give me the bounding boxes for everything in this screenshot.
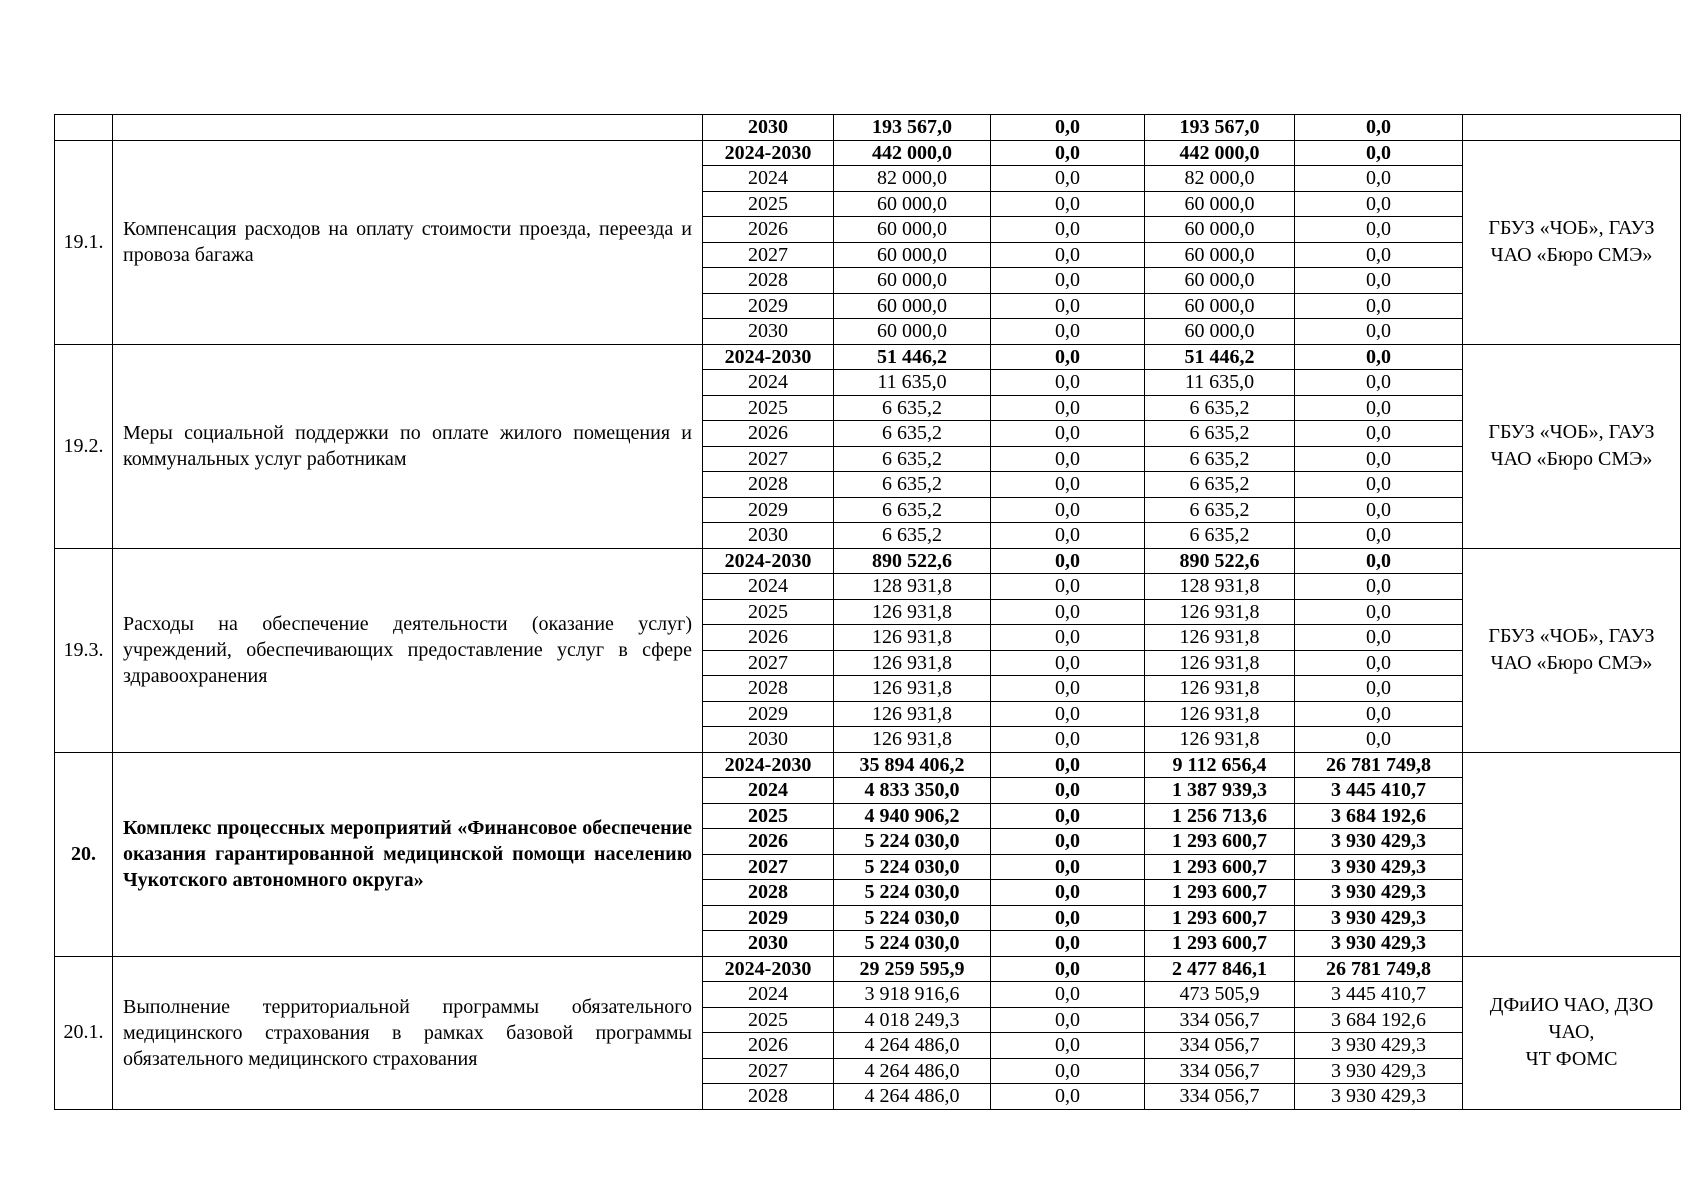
regional-budget-cell: 60 000,0 [1145,242,1295,268]
total-cell: 126 931,8 [834,727,991,753]
total-cell: 126 931,8 [834,701,991,727]
federal-budget-cell: 0,0 [991,956,1145,982]
other-sources-cell: 3 930 429,3 [1295,1033,1463,1059]
year-cell: 2026 [703,217,834,243]
year-cell: 2028 [703,676,834,702]
year-cell: 2030 [703,319,834,345]
year-cell: 2025 [703,191,834,217]
other-sources-cell: 0,0 [1295,446,1463,472]
federal-budget-cell: 0,0 [991,1033,1145,1059]
year-cell: 2024-2030 [703,140,834,166]
regional-budget-cell: 1 293 600,7 [1145,880,1295,906]
regional-budget-cell: 126 931,8 [1145,650,1295,676]
row-number-cell: 19.3. [55,548,113,752]
activity-name-cell: Расходы на обеспечение деятельности (оказание услуг) учреждений, обеспечивающих предоставление услуг в сфере здравоохранения [113,548,703,752]
regional-budget-cell: 126 931,8 [1145,676,1295,702]
total-cell: 51 446,2 [834,344,991,370]
table-row [55,115,1681,141]
regional-budget-cell: 1 293 600,7 [1145,829,1295,855]
regional-budget-cell: 82 000,0 [1145,166,1295,192]
federal-budget-cell: 0,0 [991,778,1145,804]
other-sources-cell: 3 930 429,3 [1295,1084,1463,1110]
other-sources-cell: 3 684 192,6 [1295,803,1463,829]
regional-budget-cell: 6 635,2 [1145,421,1295,447]
other-sources-cell: 0,0 [1295,574,1463,600]
budget-table [54,114,1681,1110]
other-sources-cell: 26 781 749,8 [1295,752,1463,778]
year-cell: 2029 [703,497,834,523]
total-cell: 126 931,8 [834,599,991,625]
year-cell: 2030 [703,523,834,549]
federal-budget-cell: 0,0 [991,905,1145,931]
other-sources-cell: 0,0 [1295,472,1463,498]
regional-budget-cell: 11 635,0 [1145,370,1295,396]
year-cell: 2028 [703,880,834,906]
regional-budget-cell: 126 931,8 [1145,599,1295,625]
year-cell: 2027 [703,242,834,268]
regional-budget-cell: 193 567,0 [1145,115,1295,141]
executor-cell: ГБУЗ «ЧОБ», ГАУЗ ЧАО «Бюро СМЭ» [1463,344,1681,548]
table-body [55,115,1681,1110]
other-sources-cell: 0,0 [1295,242,1463,268]
other-sources-cell: 3 684 192,6 [1295,1007,1463,1033]
year-cell: 2030 [703,727,834,753]
row-number-cell: 20.1. [55,956,113,1109]
federal-budget-cell: 0,0 [991,829,1145,855]
regional-budget-cell: 60 000,0 [1145,191,1295,217]
federal-budget-cell: 0,0 [991,166,1145,192]
other-sources-cell: 0,0 [1295,701,1463,727]
other-sources-cell: 0,0 [1295,191,1463,217]
year-cell: 2026 [703,625,834,651]
other-sources-cell: 0,0 [1295,625,1463,651]
total-cell: 128 931,8 [834,574,991,600]
other-sources-cell: 0,0 [1295,319,1463,345]
regional-budget-cell: 126 931,8 [1145,625,1295,651]
regional-budget-cell: 2 477 846,1 [1145,956,1295,982]
regional-budget-cell: 126 931,8 [1145,727,1295,753]
other-sources-cell: 0,0 [1295,140,1463,166]
table-row [55,956,1681,982]
regional-budget-cell: 334 056,7 [1145,1058,1295,1084]
executor-cell [1463,752,1681,956]
executor-cell: ГБУЗ «ЧОБ», ГАУЗ ЧАО «Бюро СМЭ» [1463,548,1681,752]
other-sources-cell: 3 930 429,3 [1295,1058,1463,1084]
other-sources-cell: 0,0 [1295,599,1463,625]
federal-budget-cell: 0,0 [991,548,1145,574]
federal-budget-cell: 0,0 [991,676,1145,702]
other-sources-cell: 0,0 [1295,727,1463,753]
activity-name-cell: Комплекс процессных мероприятий «Финансовое обеспечение оказания гарантированной медицинской помощи населению Чукотского автономного округа» [113,752,703,956]
total-cell: 60 000,0 [834,293,991,319]
executor-cell: ДФиИО ЧАО, ДЗО ЧАО, ЧТ ФОМС [1463,956,1681,1109]
year-cell: 2029 [703,701,834,727]
other-sources-cell: 0,0 [1295,395,1463,421]
federal-budget-cell: 0,0 [991,701,1145,727]
total-cell: 126 931,8 [834,650,991,676]
regional-budget-cell: 334 056,7 [1145,1084,1295,1110]
other-sources-cell: 3 445 410,7 [1295,778,1463,804]
other-sources-cell: 0,0 [1295,293,1463,319]
activity-name-cell: Компенсация расходов на оплату стоимости проезда, переезда и провоза багажа [113,140,703,344]
total-cell: 82 000,0 [834,166,991,192]
executor-cell: ГБУЗ «ЧОБ», ГАУЗ ЧАО «Бюро СМЭ» [1463,140,1681,344]
year-cell: 2030 [703,931,834,957]
row-number-cell: 20. [55,752,113,956]
year-cell: 2027 [703,446,834,472]
federal-budget-cell: 0,0 [991,370,1145,396]
year-cell: 2025 [703,395,834,421]
other-sources-cell: 3 930 429,3 [1295,829,1463,855]
year-cell: 2025 [703,803,834,829]
other-sources-cell: 0,0 [1295,676,1463,702]
year-cell: 2026 [703,421,834,447]
federal-budget-cell: 0,0 [991,268,1145,294]
federal-budget-cell: 0,0 [991,446,1145,472]
other-sources-cell: 0,0 [1295,217,1463,243]
year-cell: 2024-2030 [703,548,834,574]
total-cell: 60 000,0 [834,191,991,217]
federal-budget-cell: 0,0 [991,650,1145,676]
year-cell: 2026 [703,1033,834,1059]
other-sources-cell: 0,0 [1295,370,1463,396]
year-cell: 2028 [703,1084,834,1110]
year-cell: 2024-2030 [703,956,834,982]
other-sources-cell: 0,0 [1295,268,1463,294]
total-cell: 6 635,2 [834,523,991,549]
total-cell: 5 224 030,0 [834,880,991,906]
row-number-cell: 19.2. [55,344,113,548]
other-sources-cell: 0,0 [1295,650,1463,676]
year-cell: 2024 [703,982,834,1008]
federal-budget-cell: 0,0 [991,115,1145,141]
federal-budget-cell: 0,0 [991,217,1145,243]
regional-budget-cell: 128 931,8 [1145,574,1295,600]
total-cell: 6 635,2 [834,472,991,498]
total-cell: 4 264 486,0 [834,1058,991,1084]
regional-budget-cell: 60 000,0 [1145,217,1295,243]
federal-budget-cell: 0,0 [991,625,1145,651]
total-cell: 35 894 406,2 [834,752,991,778]
year-cell: 2030 [703,115,834,141]
regional-budget-cell: 1 387 939,3 [1145,778,1295,804]
regional-budget-cell: 334 056,7 [1145,1007,1295,1033]
regional-budget-cell: 442 000,0 [1145,140,1295,166]
year-cell: 2024 [703,370,834,396]
total-cell: 5 224 030,0 [834,854,991,880]
other-sources-cell: 0,0 [1295,421,1463,447]
total-cell: 11 635,0 [834,370,991,396]
total-cell: 6 635,2 [834,395,991,421]
other-sources-cell: 0,0 [1295,523,1463,549]
table-row [55,752,1681,778]
total-cell: 4 264 486,0 [834,1084,991,1110]
table-row [55,140,1681,166]
total-cell: 890 522,6 [834,548,991,574]
year-cell: 2024 [703,574,834,600]
year-cell: 2024-2030 [703,344,834,370]
federal-budget-cell: 0,0 [991,752,1145,778]
year-cell: 2027 [703,650,834,676]
other-sources-cell: 3 930 429,3 [1295,931,1463,957]
year-cell: 2028 [703,268,834,294]
other-sources-cell: 3 930 429,3 [1295,905,1463,931]
federal-budget-cell: 0,0 [991,599,1145,625]
total-cell: 5 224 030,0 [834,931,991,957]
other-sources-cell: 0,0 [1295,115,1463,141]
year-cell: 2024-2030 [703,752,834,778]
year-cell: 2025 [703,599,834,625]
regional-budget-cell: 9 112 656,4 [1145,752,1295,778]
total-cell: 60 000,0 [834,242,991,268]
federal-budget-cell: 0,0 [991,395,1145,421]
federal-budget-cell: 0,0 [991,880,1145,906]
activity-name-cell: Меры социальной поддержки по оплате жилого помещения и коммунальных услуг работникам [113,344,703,548]
total-cell: 193 567,0 [834,115,991,141]
year-cell: 2029 [703,293,834,319]
regional-budget-cell: 6 635,2 [1145,497,1295,523]
year-cell: 2024 [703,166,834,192]
regional-budget-cell: 473 505,9 [1145,982,1295,1008]
federal-budget-cell: 0,0 [991,727,1145,753]
total-cell: 4 018 249,3 [834,1007,991,1033]
total-cell: 3 918 916,6 [834,982,991,1008]
regional-budget-cell: 1 256 713,6 [1145,803,1295,829]
other-sources-cell: 0,0 [1295,166,1463,192]
federal-budget-cell: 0,0 [991,319,1145,345]
year-cell: 2029 [703,905,834,931]
regional-budget-cell: 1 293 600,7 [1145,854,1295,880]
federal-budget-cell: 0,0 [991,931,1145,957]
federal-budget-cell: 0,0 [991,344,1145,370]
regional-budget-cell: 60 000,0 [1145,293,1295,319]
regional-budget-cell: 6 635,2 [1145,395,1295,421]
total-cell: 4 264 486,0 [834,1033,991,1059]
total-cell: 5 224 030,0 [834,829,991,855]
regional-budget-cell: 6 635,2 [1145,446,1295,472]
regional-budget-cell: 1 293 600,7 [1145,931,1295,957]
federal-budget-cell: 0,0 [991,1007,1145,1033]
federal-budget-cell: 0,0 [991,140,1145,166]
regional-budget-cell: 51 446,2 [1145,344,1295,370]
total-cell: 29 259 595,9 [834,956,991,982]
executor-cell [1463,115,1681,141]
table-row [55,548,1681,574]
activity-name-cell [113,115,703,141]
federal-budget-cell: 0,0 [991,497,1145,523]
total-cell: 60 000,0 [834,217,991,243]
regional-budget-cell: 126 931,8 [1145,701,1295,727]
total-cell: 126 931,8 [834,676,991,702]
federal-budget-cell: 0,0 [991,421,1145,447]
other-sources-cell: 26 781 749,8 [1295,956,1463,982]
year-cell: 2027 [703,1058,834,1084]
total-cell: 5 224 030,0 [834,905,991,931]
row-number-cell: 19.1. [55,140,113,344]
regional-budget-cell: 6 635,2 [1145,523,1295,549]
other-sources-cell: 3 445 410,7 [1295,982,1463,1008]
total-cell: 60 000,0 [834,319,991,345]
year-cell: 2025 [703,1007,834,1033]
federal-budget-cell: 0,0 [991,854,1145,880]
federal-budget-cell: 0,0 [991,523,1145,549]
federal-budget-cell: 0,0 [991,472,1145,498]
total-cell: 6 635,2 [834,446,991,472]
row-number-cell [55,115,113,141]
other-sources-cell: 0,0 [1295,548,1463,574]
total-cell: 4 940 906,2 [834,803,991,829]
total-cell: 442 000,0 [834,140,991,166]
total-cell: 4 833 350,0 [834,778,991,804]
federal-budget-cell: 0,0 [991,1058,1145,1084]
federal-budget-cell: 0,0 [991,293,1145,319]
total-cell: 6 635,2 [834,497,991,523]
total-cell: 126 931,8 [834,625,991,651]
federal-budget-cell: 0,0 [991,191,1145,217]
federal-budget-cell: 0,0 [991,574,1145,600]
year-cell: 2027 [703,854,834,880]
federal-budget-cell: 0,0 [991,982,1145,1008]
regional-budget-cell: 60 000,0 [1145,268,1295,294]
regional-budget-cell: 6 635,2 [1145,472,1295,498]
total-cell: 60 000,0 [834,268,991,294]
federal-budget-cell: 0,0 [991,1084,1145,1110]
regional-budget-cell: 890 522,6 [1145,548,1295,574]
year-cell: 2028 [703,472,834,498]
total-cell: 6 635,2 [834,421,991,447]
year-cell: 2024 [703,778,834,804]
regional-budget-cell: 334 056,7 [1145,1033,1295,1059]
federal-budget-cell: 0,0 [991,803,1145,829]
regional-budget-cell: 1 293 600,7 [1145,905,1295,931]
activity-name-cell: Выполнение территориальной программы обязательного медицинского страхования в рамках базовой программы обязательного медицинского страхования [113,956,703,1109]
year-cell: 2026 [703,829,834,855]
other-sources-cell: 0,0 [1295,497,1463,523]
other-sources-cell: 3 930 429,3 [1295,880,1463,906]
federal-budget-cell: 0,0 [991,242,1145,268]
table-row [55,344,1681,370]
regional-budget-cell: 60 000,0 [1145,319,1295,345]
other-sources-cell: 3 930 429,3 [1295,854,1463,880]
other-sources-cell: 0,0 [1295,344,1463,370]
